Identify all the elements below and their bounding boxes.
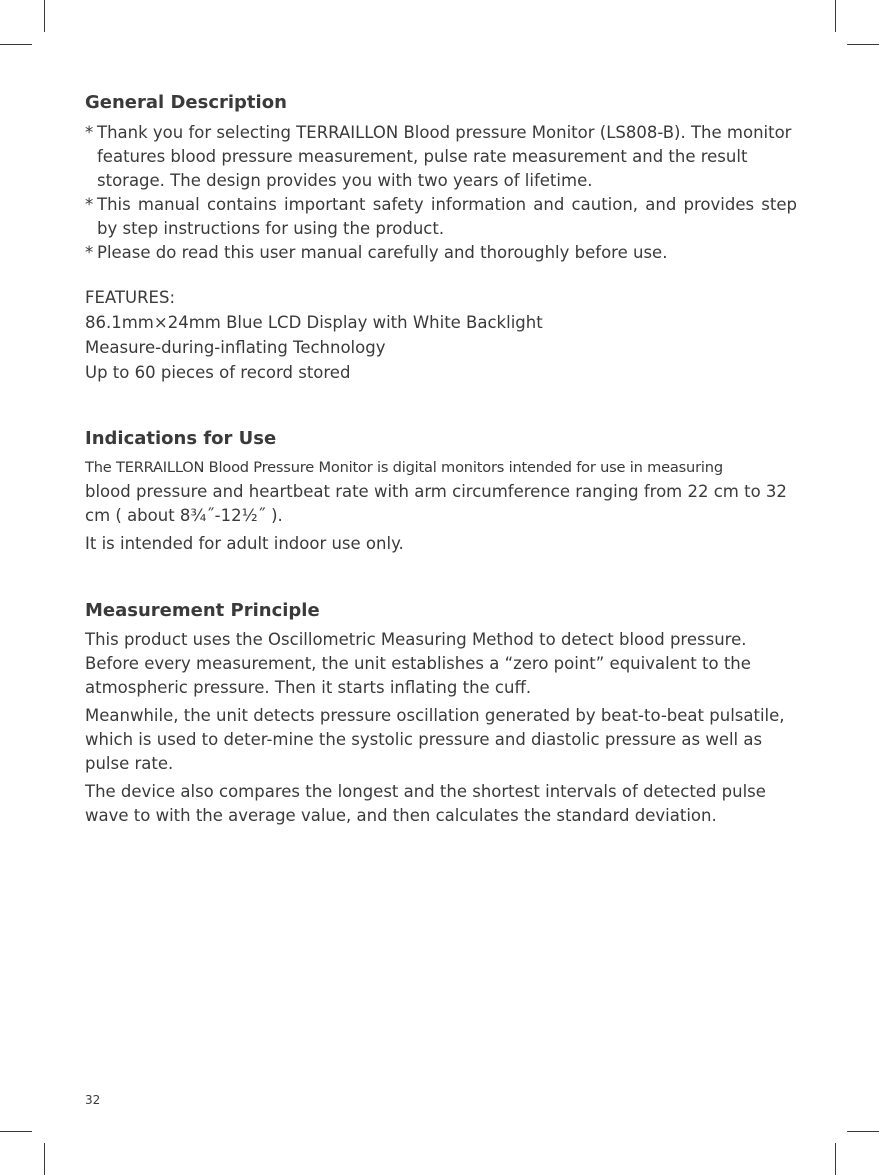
bullet-item bbox=[85, 193, 797, 241]
general-description-section bbox=[85, 92, 797, 265]
principle-paragraph: This product uses the Oscillometric Measuring Method to detect blood pressure. Before every measurement, the unit establishes a “zero point” equivalent to the atmospheric pressure. Then it starts inflating the cuff. bbox=[85, 630, 751, 697]
feature-item: 86.1mm×24mm Blue LCD Display with White Backlight bbox=[85, 313, 543, 332]
principle-paragraph: Meanwhile, the unit detects pressure oscillation generated by beat-to-beat pulsatile, which is used to deter-mine the systolic pressure and diastolic pressure as well as pulse rate. bbox=[85, 706, 785, 773]
section-heading: Measurement Principle bbox=[85, 600, 320, 621]
features-label: FEATURES: bbox=[85, 288, 176, 307]
indications-text: It is intended for adult indoor use only. bbox=[85, 534, 404, 553]
feature-item: Measure-during-inflating Technology bbox=[85, 338, 386, 357]
bullet-text: Please do read this user manual carefully and thoroughly before use. bbox=[97, 243, 668, 262]
bullet-item bbox=[85, 241, 797, 265]
crop-mark bbox=[847, 44, 879, 45]
features-section bbox=[85, 285, 797, 385]
page-content bbox=[85, 92, 797, 828]
crop-mark bbox=[0, 44, 32, 45]
crop-mark bbox=[44, 1143, 45, 1175]
bullet-text: This manual contains important safety information and caution, and provides step by step instructions for using the product. bbox=[97, 195, 797, 238]
section-heading: General Description bbox=[85, 92, 287, 113]
bullet-item bbox=[85, 121, 797, 193]
bullet-mark: * bbox=[85, 195, 94, 214]
crop-mark bbox=[835, 0, 836, 32]
bullet-text: Thank you for selecting TERRAILLON Blood pressure Monitor (LS808-B). The monitor features blood pressure measurement, pulse rate measurement and the result storage. The design provides you with two years of lifetime. bbox=[97, 123, 792, 190]
crop-mark bbox=[44, 0, 45, 32]
crop-mark bbox=[0, 1131, 32, 1132]
page-number: 32 bbox=[85, 1093, 101, 1107]
indications-text: blood pressure and heartbeat rate with arm circumference ranging from 22 cm to 32 cm ( about 8¾˝-12½˝ ). bbox=[85, 482, 787, 525]
principle-paragraph: The device also compares the longest and the shortest intervals of detected pulse wave to with the average value, and then calculates the standard deviation. bbox=[85, 782, 766, 825]
measurement-principle-section bbox=[85, 600, 797, 828]
bullet-mark: * bbox=[85, 123, 94, 142]
crop-mark bbox=[847, 1131, 879, 1132]
indications-line: The TERRAILLON Blood Pressure Monitor is digital monitors intended for use in measuring bbox=[85, 459, 723, 476]
indications-section bbox=[85, 428, 797, 556]
crop-mark bbox=[835, 1143, 836, 1175]
section-heading: Indications for Use bbox=[85, 428, 277, 449]
feature-item: Up to 60 pieces of record stored bbox=[85, 363, 351, 382]
bullet-mark: * bbox=[85, 243, 94, 262]
